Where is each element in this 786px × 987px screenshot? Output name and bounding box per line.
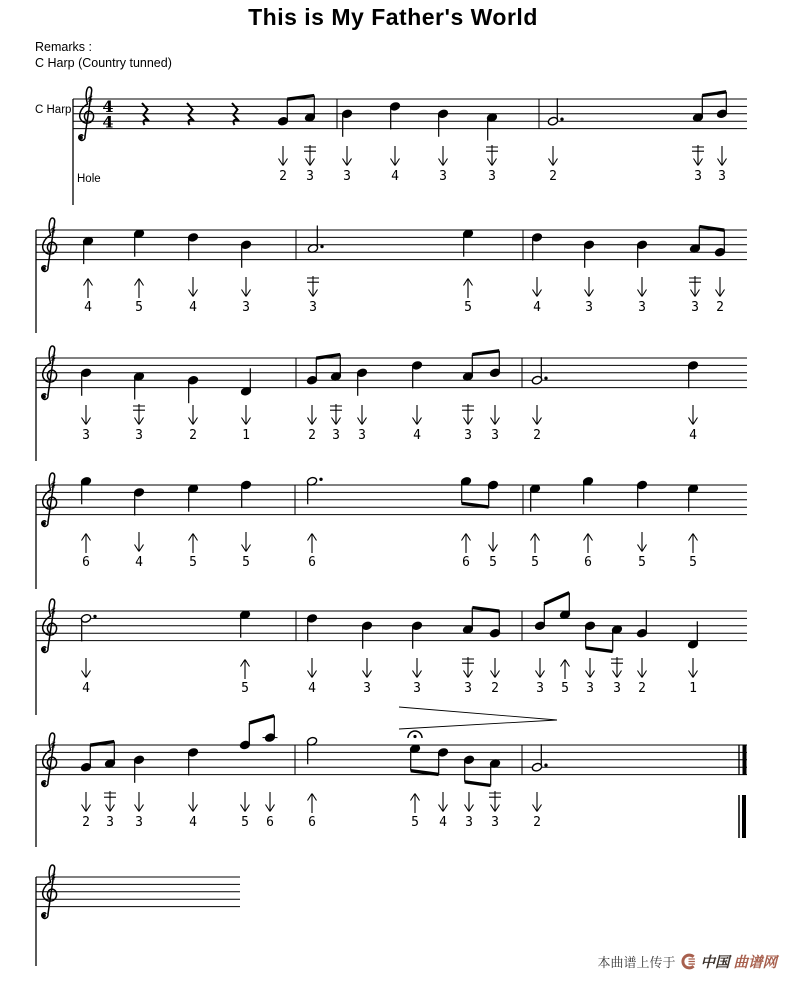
- tab-hole-number: 3: [586, 681, 594, 696]
- tab-down-arrow-icon: [78, 657, 94, 681]
- tab-down-arrow-icon: [634, 657, 650, 681]
- tab-down-arrow-icon: [435, 791, 451, 815]
- tab-hole-number: 3: [536, 681, 544, 696]
- tab-bend-arrow-icon: [690, 145, 706, 169]
- tab-bend-arrow-icon: [328, 404, 344, 428]
- tab-bend-arrow-icon: [484, 145, 500, 169]
- tab-down-arrow-icon: [275, 145, 291, 169]
- tab-hole-number: 4: [84, 300, 92, 315]
- tab-hole-number: 3: [439, 169, 447, 184]
- sharp-sign: ♯: [50, 351, 57, 367]
- time-signature: 4: [102, 97, 114, 116]
- watermark: [597, 951, 777, 972]
- tab-hole-number: 5: [189, 555, 197, 570]
- tab-down-arrow-icon: [529, 791, 545, 815]
- tab-hole-number: 3: [464, 428, 472, 443]
- tab-hole-number: 2: [638, 681, 646, 696]
- tab-up-arrow-icon: [685, 531, 701, 555]
- tab-hole-number: 4: [135, 555, 143, 570]
- tab-up-arrow-icon: [304, 791, 320, 815]
- tab-hole-number: 6: [308, 815, 316, 830]
- tab-up-arrow-icon: [557, 657, 573, 681]
- watermark-site-name-2: 曲谱网: [733, 955, 777, 971]
- tab-down-arrow-icon: [545, 145, 561, 169]
- tab-hole-number: 3: [464, 681, 472, 696]
- tab-hole-number: 3: [82, 428, 90, 443]
- tab-hole-number: 4: [533, 300, 541, 315]
- tab-down-arrow-icon: [238, 276, 254, 300]
- tab-hole-number: 5: [135, 300, 143, 315]
- tab-hole-number: 3: [343, 169, 351, 184]
- tab-down-arrow-icon: [487, 657, 503, 681]
- sharp-sign: ♯: [50, 870, 57, 886]
- tab-hole-number: 3: [363, 681, 371, 696]
- tab-hole-number: 5: [638, 555, 646, 570]
- tab-hole-number: 6: [82, 555, 90, 570]
- instrument-label: C Harp: [35, 104, 72, 116]
- tab-bend-arrow-icon: [687, 276, 703, 300]
- tab-down-arrow-icon: [409, 404, 425, 428]
- tab-down-arrow-icon: [185, 404, 201, 428]
- tab-hole-number: 2: [82, 815, 90, 830]
- tab-down-arrow-icon: [582, 657, 598, 681]
- sharp-sign: ♯: [50, 478, 57, 494]
- tab-bend-arrow-icon: [305, 276, 321, 300]
- tab-down-arrow-icon: [185, 276, 201, 300]
- staff-system-7: [34, 832, 254, 987]
- tab-down-arrow-icon: [487, 404, 503, 428]
- tab-bend-arrow-icon: [487, 791, 503, 815]
- tab-hole-number: 5: [242, 555, 250, 570]
- tab-hole-number: 3: [613, 681, 621, 696]
- tab-hole-number: 3: [358, 428, 366, 443]
- tab-hole-number: 3: [242, 300, 250, 315]
- tab-hole-number: 4: [439, 815, 447, 830]
- page-title: This is My Father's World: [248, 4, 538, 30]
- tab-hole-number: 2: [279, 169, 287, 184]
- tab-hole-number: 3: [413, 681, 421, 696]
- tab-hole-number: 5: [561, 681, 569, 696]
- tab-hole-number: 2: [533, 815, 541, 830]
- tab-up-arrow-icon: [527, 531, 543, 555]
- tab-hole-number: 3: [491, 815, 499, 830]
- sharp-sign: ♯: [87, 92, 94, 108]
- tab-hole-number: 6: [266, 815, 274, 830]
- tab-down-arrow-icon: [339, 145, 355, 169]
- tab-down-arrow-icon: [131, 531, 147, 555]
- tab-hole-number: 2: [491, 681, 499, 696]
- tab-down-arrow-icon: [359, 657, 375, 681]
- tab-down-arrow-icon: [238, 404, 254, 428]
- tab-hole-number: 3: [106, 815, 114, 830]
- tab-hole-number: 2: [549, 169, 557, 184]
- tab-hole-number: 2: [716, 300, 724, 315]
- tab-hole-number: 5: [464, 300, 472, 315]
- tab-down-arrow-icon: [581, 276, 597, 300]
- tab-hole-number: 2: [533, 428, 541, 443]
- tab-hole-number: 1: [689, 681, 697, 696]
- tab-down-arrow-icon: [78, 791, 94, 815]
- tab-hole-number: 5: [489, 555, 497, 570]
- tab-down-arrow-icon: [685, 404, 701, 428]
- tab-bend-arrow-icon: [102, 791, 118, 815]
- tab-down-arrow-icon: [714, 145, 730, 169]
- tab-down-arrow-icon: [485, 531, 501, 555]
- tab-hole-number: 5: [241, 815, 249, 830]
- time-signature: 4: [102, 112, 114, 132]
- tab-hole-number: 5: [531, 555, 539, 570]
- sharp-sign: ♯: [50, 738, 57, 754]
- tab-down-arrow-icon: [529, 404, 545, 428]
- tab-hole-number: 6: [462, 555, 470, 570]
- tab-bend-arrow-icon: [302, 145, 318, 169]
- tab-down-arrow-icon: [435, 145, 451, 169]
- tab-hole-number: 3: [332, 428, 340, 443]
- tab-up-arrow-icon: [131, 276, 147, 300]
- tab-up-arrow-icon: [460, 276, 476, 300]
- tab-down-arrow-icon: [354, 404, 370, 428]
- tab-hole-number: 3: [491, 428, 499, 443]
- tab-down-arrow-icon: [304, 657, 320, 681]
- tab-hole-number: 6: [308, 555, 316, 570]
- tab-up-arrow-icon: [458, 531, 474, 555]
- tab-hole-number: 4: [189, 815, 197, 830]
- tab-hole-number: 4: [689, 428, 697, 443]
- tab-bend-arrow-icon: [460, 657, 476, 681]
- tab-up-arrow-icon: [185, 531, 201, 555]
- tab-down-arrow-icon: [304, 404, 320, 428]
- tab-down-arrow-icon: [409, 657, 425, 681]
- tab-down-arrow-icon: [185, 791, 201, 815]
- tab-down-arrow-icon: [634, 531, 650, 555]
- tab-hole-number: 1: [242, 428, 250, 443]
- tab-hole-number: 4: [413, 428, 421, 443]
- tab-hole-number: 3: [694, 169, 702, 184]
- tab-up-arrow-icon: [580, 531, 596, 555]
- site-logo-icon: [680, 953, 697, 970]
- tab-down-arrow-icon: [131, 791, 147, 815]
- tab-up-arrow-icon: [407, 791, 423, 815]
- tab-down-arrow-icon: [461, 791, 477, 815]
- tab-hole-number: 3: [691, 300, 699, 315]
- tab-down-arrow-icon: [387, 145, 403, 169]
- remarks-value: C Harp (Country tunned): [35, 56, 172, 70]
- tab-hole-number: 4: [82, 681, 90, 696]
- tab-hole-number: 6: [584, 555, 592, 570]
- tab-hole-number: 3: [488, 169, 496, 184]
- tab-hole-number: 3: [718, 169, 726, 184]
- tab-down-arrow-icon: [712, 276, 728, 300]
- tab-hole-number: 4: [189, 300, 197, 315]
- tab-up-arrow-icon: [304, 531, 320, 555]
- tab-bend-arrow-icon: [460, 404, 476, 428]
- tab-hole-number: 2: [189, 428, 197, 443]
- tab-hole-number: 3: [638, 300, 646, 315]
- tab-bend-arrow-icon: [609, 657, 625, 681]
- tab-hole-number: 3: [135, 815, 143, 830]
- watermark-prefix: 本曲谱上传于: [597, 955, 676, 970]
- tab-down-arrow-icon: [634, 276, 650, 300]
- sharp-sign: ♯: [50, 223, 57, 239]
- tab-down-arrow-icon: [78, 404, 94, 428]
- sharp-sign: ♯: [50, 604, 57, 620]
- tab-hole-number: 3: [585, 300, 593, 315]
- watermark-site-name: 中国: [700, 955, 730, 971]
- tab-down-arrow-icon: [532, 657, 548, 681]
- tab-hole-number: 2: [308, 428, 316, 443]
- tab-hole-number: 3: [135, 428, 143, 443]
- tab-hole-number: 5: [241, 681, 249, 696]
- hole-label: Hole: [77, 173, 101, 185]
- tab-down-arrow-icon: [529, 276, 545, 300]
- tab-hole-number: 4: [308, 681, 316, 696]
- tab-up-arrow-icon: [78, 531, 94, 555]
- remarks-label: Remarks :: [35, 40, 92, 54]
- tab-hole-number: 3: [465, 815, 473, 830]
- tab-down-arrow-icon: [262, 791, 278, 815]
- tab-down-arrow-icon: [685, 657, 701, 681]
- tab-down-arrow-icon: [237, 791, 253, 815]
- tab-up-arrow-icon: [80, 276, 96, 300]
- tab-up-arrow-icon: [237, 657, 253, 681]
- tab-down-arrow-icon: [238, 531, 254, 555]
- tab-hole-number: 5: [689, 555, 697, 570]
- tab-hole-number: 4: [391, 169, 399, 184]
- tab-bend-arrow-icon: [131, 404, 147, 428]
- tab-hole-number: 3: [309, 300, 317, 315]
- tab-hole-number: 3: [306, 169, 314, 184]
- tab-hole-number: 5: [411, 815, 419, 830]
